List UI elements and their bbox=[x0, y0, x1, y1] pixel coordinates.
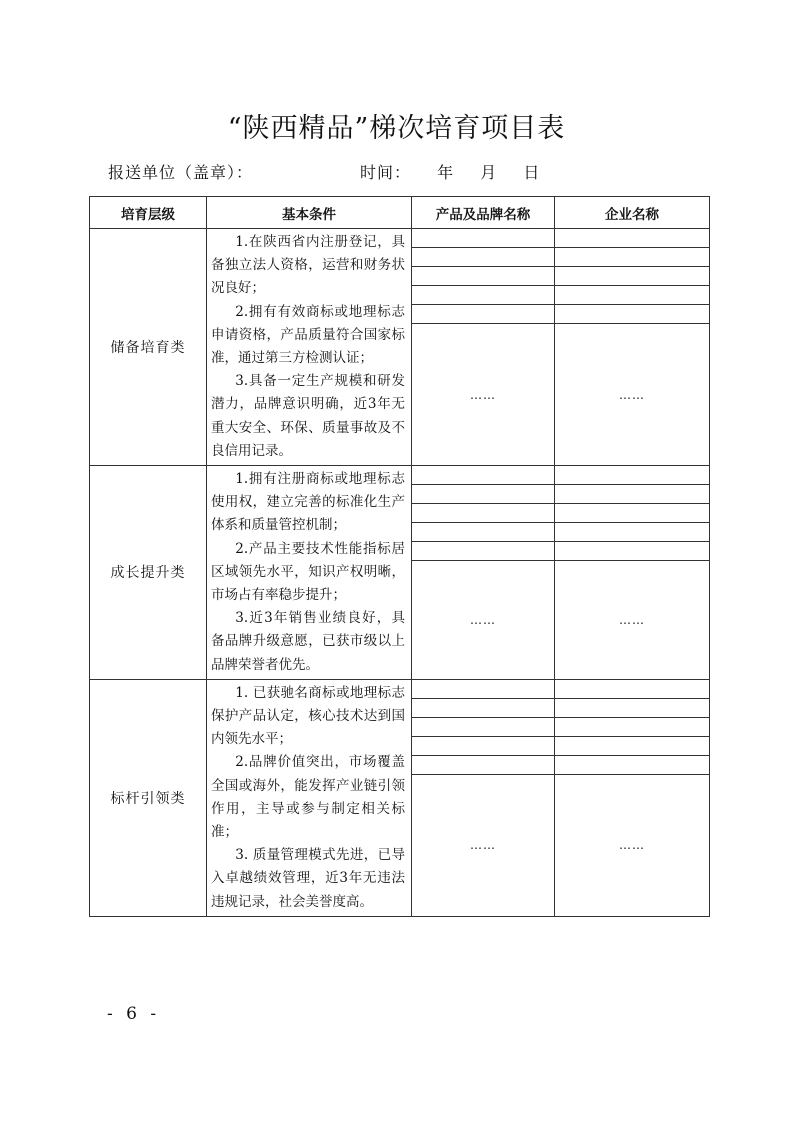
condition-item: 3. 质量管理模式先进，已导入卓越绩效管理，近3年无违法违规记录，社会美誉度高。 bbox=[211, 847, 405, 910]
company-ellipsis-cell[interactable]: …… bbox=[555, 324, 710, 466]
product-input-cell[interactable] bbox=[412, 485, 555, 504]
company-input-cell[interactable] bbox=[555, 286, 710, 305]
conditions-cell bbox=[207, 229, 412, 466]
condition-item: 3.近3年销售业绩良好，具备品牌升级意愿，已获市级以上品牌荣誉者优先。 bbox=[211, 610, 405, 673]
condition-item: 3.具备一定生产规模和研发潜力，品牌意识明确，近3年无重大安全、环保、质量事故及不良信用记录。 bbox=[211, 373, 405, 459]
product-input-cell[interactable] bbox=[412, 679, 555, 698]
product-input-cell[interactable] bbox=[412, 542, 555, 561]
header-company: 企业名称 bbox=[555, 197, 710, 229]
product-input-cell[interactable] bbox=[412, 248, 555, 267]
company-input-cell[interactable] bbox=[555, 523, 710, 542]
company-input-cell[interactable] bbox=[555, 466, 710, 485]
company-input-cell[interactable] bbox=[555, 736, 710, 755]
submitting-unit-label: 报送单位（盖章）： bbox=[108, 163, 254, 182]
company-input-cell[interactable] bbox=[555, 717, 710, 736]
product-input-cell[interactable] bbox=[412, 755, 555, 774]
condition-item: 2.品牌价值突出，市场覆盖全国或海外，能发挥产业链引领作用，主导或参与制定相关标准； bbox=[211, 754, 405, 841]
level-cell: 储备培育类 bbox=[90, 229, 207, 466]
company-input-cell[interactable] bbox=[555, 679, 710, 698]
product-input-cell[interactable] bbox=[412, 504, 555, 523]
product-ellipsis-cell[interactable]: …… bbox=[412, 324, 555, 466]
condition-item: 1.在陕西省内注册登记，具备独立法人资格，运营和财务状况良好； bbox=[211, 234, 405, 297]
product-input-cell[interactable] bbox=[412, 229, 555, 248]
company-input-cell[interactable] bbox=[555, 755, 710, 774]
table-header-row bbox=[90, 197, 710, 229]
product-input-cell[interactable] bbox=[412, 698, 555, 717]
company-input-cell[interactable] bbox=[555, 248, 710, 267]
company-input-cell[interactable] bbox=[555, 504, 710, 523]
product-ellipsis-cell[interactable]: …… bbox=[412, 774, 555, 916]
condition-item: 2.拥有有效商标或地理标志申请资格，产品质量符合国家标准，通过第三方检测认证； bbox=[211, 303, 405, 367]
date-line bbox=[360, 160, 560, 183]
level-cell: 标杆引领类 bbox=[90, 679, 207, 916]
condition-item: 2.产品主要技术性能指标居区域领先水平，知识产权明晰，市场占有率稳步提升； bbox=[211, 540, 405, 604]
table-row bbox=[90, 229, 710, 248]
product-input-cell[interactable] bbox=[412, 267, 555, 286]
time-label: 时间： bbox=[360, 163, 412, 182]
company-input-cell[interactable] bbox=[555, 305, 710, 324]
month-label: 月 bbox=[480, 163, 498, 182]
product-input-cell[interactable] bbox=[412, 286, 555, 305]
conditions-cell bbox=[207, 679, 412, 916]
header-level: 培育层级 bbox=[90, 197, 207, 229]
product-input-cell[interactable] bbox=[412, 717, 555, 736]
company-input-cell[interactable] bbox=[555, 229, 710, 248]
company-input-cell[interactable] bbox=[555, 485, 710, 504]
product-ellipsis-cell[interactable]: …… bbox=[412, 561, 555, 680]
company-ellipsis-cell[interactable]: …… bbox=[555, 561, 710, 680]
level-cell: 成长提升类 bbox=[90, 466, 207, 680]
table-row bbox=[90, 679, 710, 698]
header-product-brand: 产品及品牌名称 bbox=[412, 197, 555, 229]
product-input-cell[interactable] bbox=[412, 466, 555, 485]
product-input-cell[interactable] bbox=[412, 305, 555, 324]
product-input-cell[interactable] bbox=[412, 736, 555, 755]
cultivation-project-table bbox=[89, 196, 710, 917]
condition-item: 1. 已获驰名商标或地理标志保护产品认定，核心技术达到国内领先水平； bbox=[211, 684, 405, 748]
year-label: 年 bbox=[437, 163, 455, 182]
product-input-cell[interactable] bbox=[412, 523, 555, 542]
day-label: 日 bbox=[523, 163, 541, 182]
company-input-cell[interactable] bbox=[555, 267, 710, 286]
company-input-cell[interactable] bbox=[555, 698, 710, 717]
company-ellipsis-cell[interactable]: …… bbox=[555, 774, 710, 916]
condition-item: 1.拥有注册商标或地理标志使用权，建立完善的标准化生产体系和质量管控机制； bbox=[211, 471, 405, 534]
table-row bbox=[90, 466, 710, 485]
company-input-cell[interactable] bbox=[555, 542, 710, 561]
document-title: “陕西精品”梯次培育项目表 bbox=[227, 113, 566, 144]
conditions-cell bbox=[207, 466, 412, 680]
header-conditions: 基本条件 bbox=[207, 197, 412, 229]
page-number: - 6 - bbox=[107, 1004, 161, 1024]
